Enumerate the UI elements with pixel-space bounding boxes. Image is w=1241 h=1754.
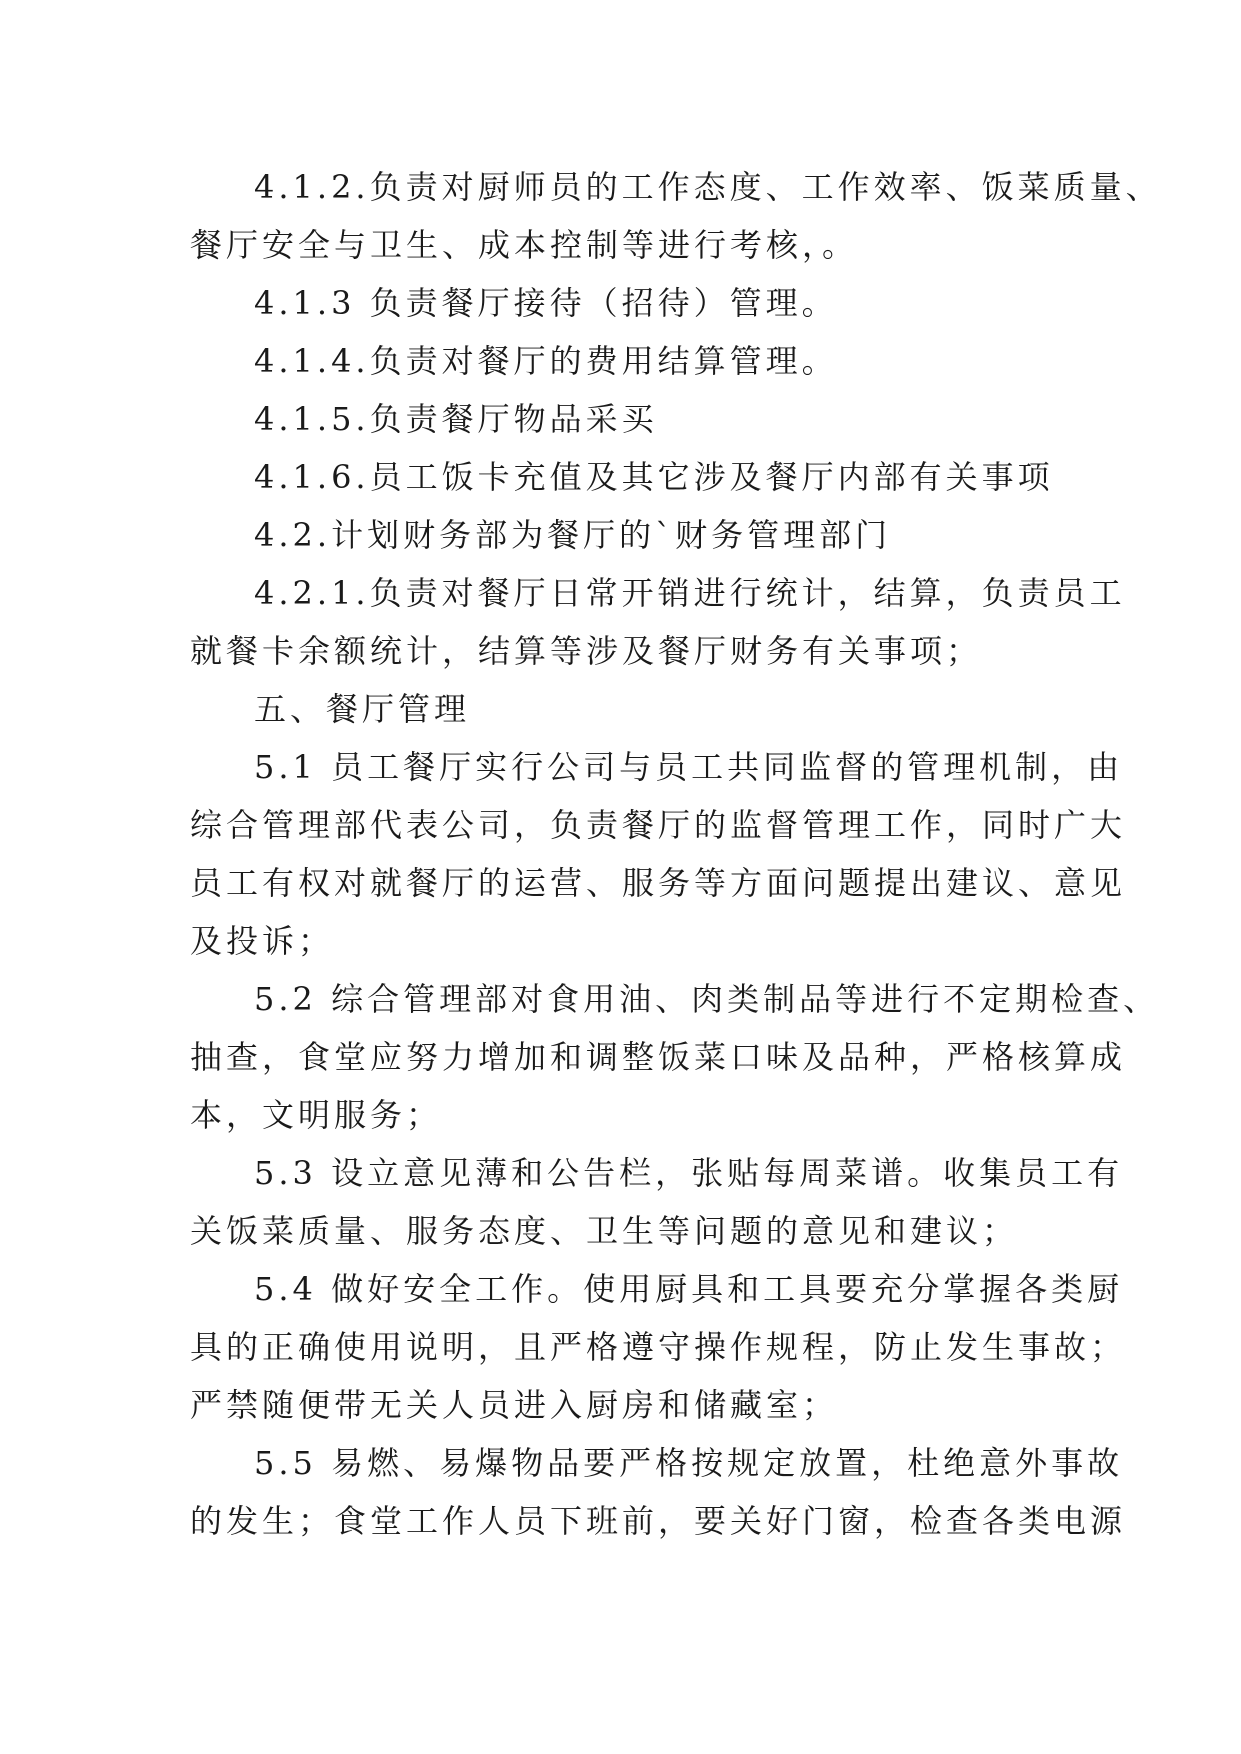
text-line: 5.1 员工餐厅实行公司与员工共同监督的管理机制，由 (254, 748, 1124, 786)
text-line: 5.3 设立意见薄和公告栏，张贴每周菜谱。收集员工有 (254, 1154, 1124, 1192)
text-line: 关饭菜质量、服务态度、卫生等问题的意见和建议； (190, 1212, 1019, 1250)
section-heading: 五、餐厅管理 (254, 690, 471, 728)
text-line: 4.2.1.负责对餐厅日常开销进行统计，结算，负责员工 (254, 574, 1126, 612)
text-line: 5.4 做好安全工作。使用厨具和工具要充分掌握各类厨 (254, 1270, 1124, 1308)
text-line: 4.1.4.负责对餐厅的费用结算管理。 (254, 342, 838, 380)
text-line: 及投诉； (190, 922, 335, 960)
text-line: 4.1.5.负责餐厅物品采买 (254, 400, 658, 438)
text-line: 5.2 综合管理部对食用油、肉类制品等进行不定期检查、 (254, 980, 1160, 1018)
text-line: 员工有权对就餐厅的运营、服务等方面问题提出建议、意见 (190, 864, 1127, 902)
text-line: 4.1.6.员工饭卡充值及其它涉及餐厅内部有关事项 (254, 458, 1054, 496)
text-line: 4.2.计划财务部为餐厅的`财务管理部门 (254, 516, 892, 554)
text-line: 就餐卡余额统计，结算等涉及餐厅财务有关事项； (190, 632, 983, 670)
document-body (190, 158, 1162, 1550)
text-line: 4.1.2.负责对厨师员的工作态度、工作效率、饭菜质量、 (254, 168, 1162, 206)
text-line: 的发生；食堂工作人员下班前，要关好门窗，检查各类电源 (190, 1502, 1127, 1540)
text-line: 4.1.3 负责餐厅接待（招待）管理。 (254, 284, 838, 322)
text-line: 具的正确使用说明，且严格遵守操作规程，防止发生事故； (190, 1328, 1127, 1366)
text-line: 餐厅安全与卫生、成本控制等进行考核，。 (190, 226, 859, 264)
text-line: 抽查，食堂应努力增加和调整饭菜口味及品种，严格核算成 (190, 1038, 1127, 1076)
text-line: 本，文明服务； (190, 1096, 443, 1134)
text-line: 5.5 易燃、易爆物品要严格按规定放置，杜绝意外事故 (254, 1444, 1124, 1482)
text-line: 严禁随便带无关人员进入厨房和储藏室； (190, 1386, 839, 1424)
text-line: 综合管理部代表公司，负责餐厅的监督管理工作，同时广大 (190, 806, 1127, 844)
